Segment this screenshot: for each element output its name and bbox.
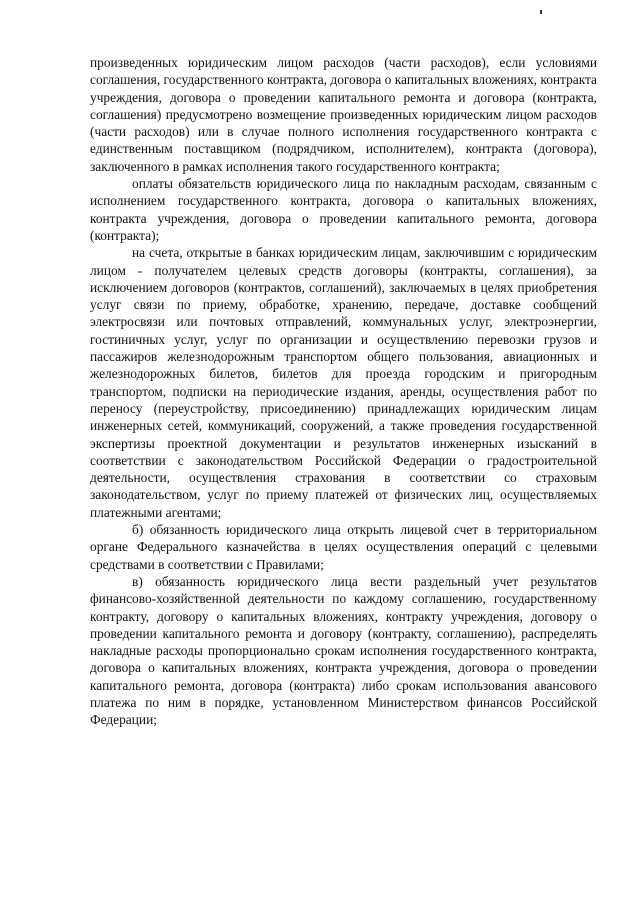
paragraph-bank-accounts: на счета, открытые в банках юридическим лицам, заключившим с юридическим лицом - получателем целевых средств договоры (контракты, соглашения), за исключением договоров (контрактов, соглашений), заключаемых в целях приобретения услуг связи по приему, обработке, хранению, передаче, доставке сообщений электросвязи или почтовых отправлений, коммунальных услуг, электроэнергии, гостиничных услуг, услуг по организации и осуществлению перевозки грузов и пассажиров железнодорожным транспортом общего пользования, авиационных и железнодорожных билетов, билетов для проезда городским и пригородным транспортом, подписки на периодические издания, аренды, осуществления работ по переносу (переустройству, присоединению) принадлежащих юридическим лицам инженерных сетей, коммуникаций, сооружений, а также проведения государственной экспертизы проектной документации и результатов инженерных изысканий в соответствии с законодательством Российской Федерации о градостроительной деятельности, осуществления страхования в соответствии со страховым законодательством, услуг по приему платежей от физических лиц, осуществляемых платежными агентами;	[90, 245, 597, 520]
paragraph-item-v: в) обязанность юридического лица вести раздельный учет результатов финансово-хозяйственной деятельности по каждому соглашению, государственному контракту, договору о капитальных вложениях, контракту учреждения, договору о проведении капитального ремонта и договору (контракту, соглашению), распределять накладные расходы пропорционально срокам исполнения государственного контракта, договора о капитальных вложениях, контракта учреждения, договора о проведении капитального ремонта, договора (контракта) либо срокам использования авансового платежа по ним в порядке, установленном Министерством финансов Российской Федерации;	[90, 573, 597, 728]
document-body	[90, 54, 597, 729]
paragraph-continuation: произведенных юридическим лицом расходов (части расходов), если условиями соглашения, государственного контракта, договора о капитальных вложениях, контракта учреждения, договора о проведении капитального ремонта и договора (контракта, соглашения) предусмотрено возмещение произведенных юридическим лицом расходов (части расходов) или в случае полного исполнения государственного контракта с единственным поставщиком (подрядчиком, исполнителем), контракта (договора), заключенного в рамках исполнения такого государственного контракта;	[90, 55, 597, 174]
scan-mark	[540, 10, 542, 14]
paragraph-item-b: б) обязанность юридического лица открыть лицевой счет в территориальном органе Федерального казначейства в целях осуществления операций с целевыми средствами в соответствии с Правилами;	[90, 522, 597, 572]
paragraph-overhead-payments: оплаты обязательств юридического лица по накладным расходам, связанным с исполнением государственного контракта, договора о капитальных вложениях, контракта учреждения, договора о проведении капитального ремонта, договора (контракта);	[90, 176, 597, 243]
